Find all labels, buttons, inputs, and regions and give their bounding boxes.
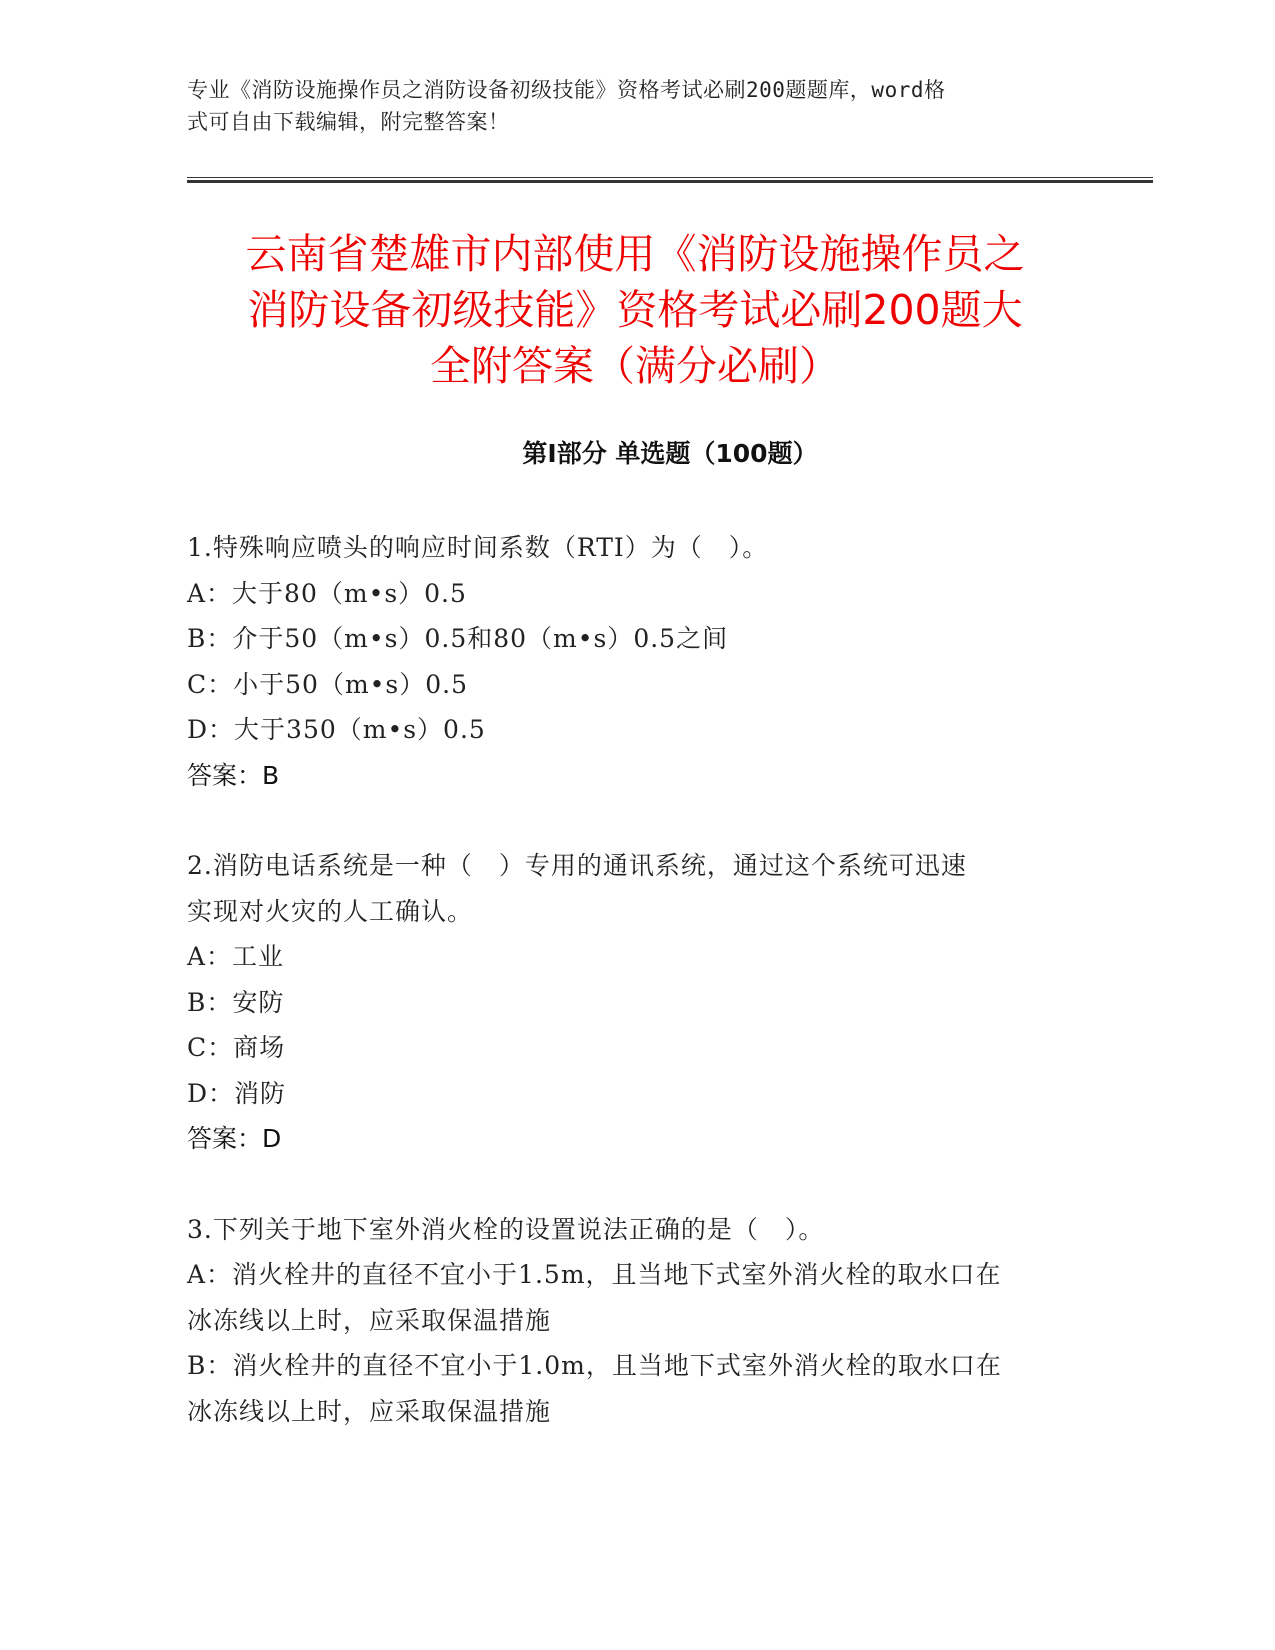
header-divider-thin xyxy=(187,177,1153,178)
question-2-stem-line-1: 2.消防电话系统是一种（ ）专用的通讯系统，通过这个系统可迅速 xyxy=(187,851,967,880)
question-1-option-a: A：大于80（m•s）0.5 xyxy=(187,578,467,608)
header-note-line-2: 式可自由下载编辑，附完整答案！ xyxy=(187,110,510,134)
question-2-option-b: B：安防 xyxy=(187,987,285,1017)
question-3-stem: 3.下列关于地下室外消火栓的设置说法正确的是（ ）。 xyxy=(187,1214,825,1244)
title-line-3: 全附答案（满分必刷） xyxy=(430,342,840,390)
question-3-option-b-line-2: 冰冻线以上时，应采取保温措施 xyxy=(187,1396,552,1426)
question-3 xyxy=(187,1207,1087,1435)
question-2-option-a: A：工业 xyxy=(187,942,285,971)
question-2-answer: 答案：D xyxy=(187,1124,282,1153)
question-2-option-c: C：商场 xyxy=(187,1033,286,1062)
document-title xyxy=(150,226,1120,394)
question-1-option-d: D：大于350（m•s）0.5 xyxy=(187,715,486,744)
question-1-answer: 答案：B xyxy=(187,760,280,790)
question-2-stem-line-2: 实现对火灾的人工确认。 xyxy=(187,896,474,926)
question-1-option-b: B：介于50（m•s）0.5和80（m•s）0.5之间 xyxy=(187,624,729,653)
question-1-stem: 1.特殊响应喷头的响应时间系数（RTI）为（ ）。 xyxy=(187,533,769,562)
question-3-option-a-line-1: A：消火栓井的直径不宜小于1.5m，且当地下式室外消火栓的取水口在 xyxy=(187,1260,1002,1289)
header-note xyxy=(187,74,1067,138)
section-title: 第Ⅰ部分 单选题（100题） xyxy=(522,439,818,468)
question-2-option-d: D：消防 xyxy=(187,1078,287,1108)
question-3-option-b-line-1: B：消火栓井的直径不宜小于1.0m，且当地下式室外消火栓的取水口在 xyxy=(187,1351,1002,1380)
question-1-option-c: C：小于50（m•s）0.5 xyxy=(187,669,468,699)
question-3-option-a-line-2: 冰冻线以上时，应采取保温措施 xyxy=(187,1305,552,1335)
header-divider-thick xyxy=(187,180,1153,183)
question-1 xyxy=(187,525,1087,798)
title-line-1: 云南省楚雄市内部使用《消防设施操作员之 xyxy=(245,230,1025,278)
header-note-line-1: 专业《消防设施操作员之消防设备初级技能》资格考试必刷200题题库，word格 xyxy=(187,78,946,102)
question-list xyxy=(187,525,1087,1479)
title-line-2: 消防设备初级技能》资格考试必刷200题大 xyxy=(247,286,1023,334)
question-2 xyxy=(187,843,1087,1162)
